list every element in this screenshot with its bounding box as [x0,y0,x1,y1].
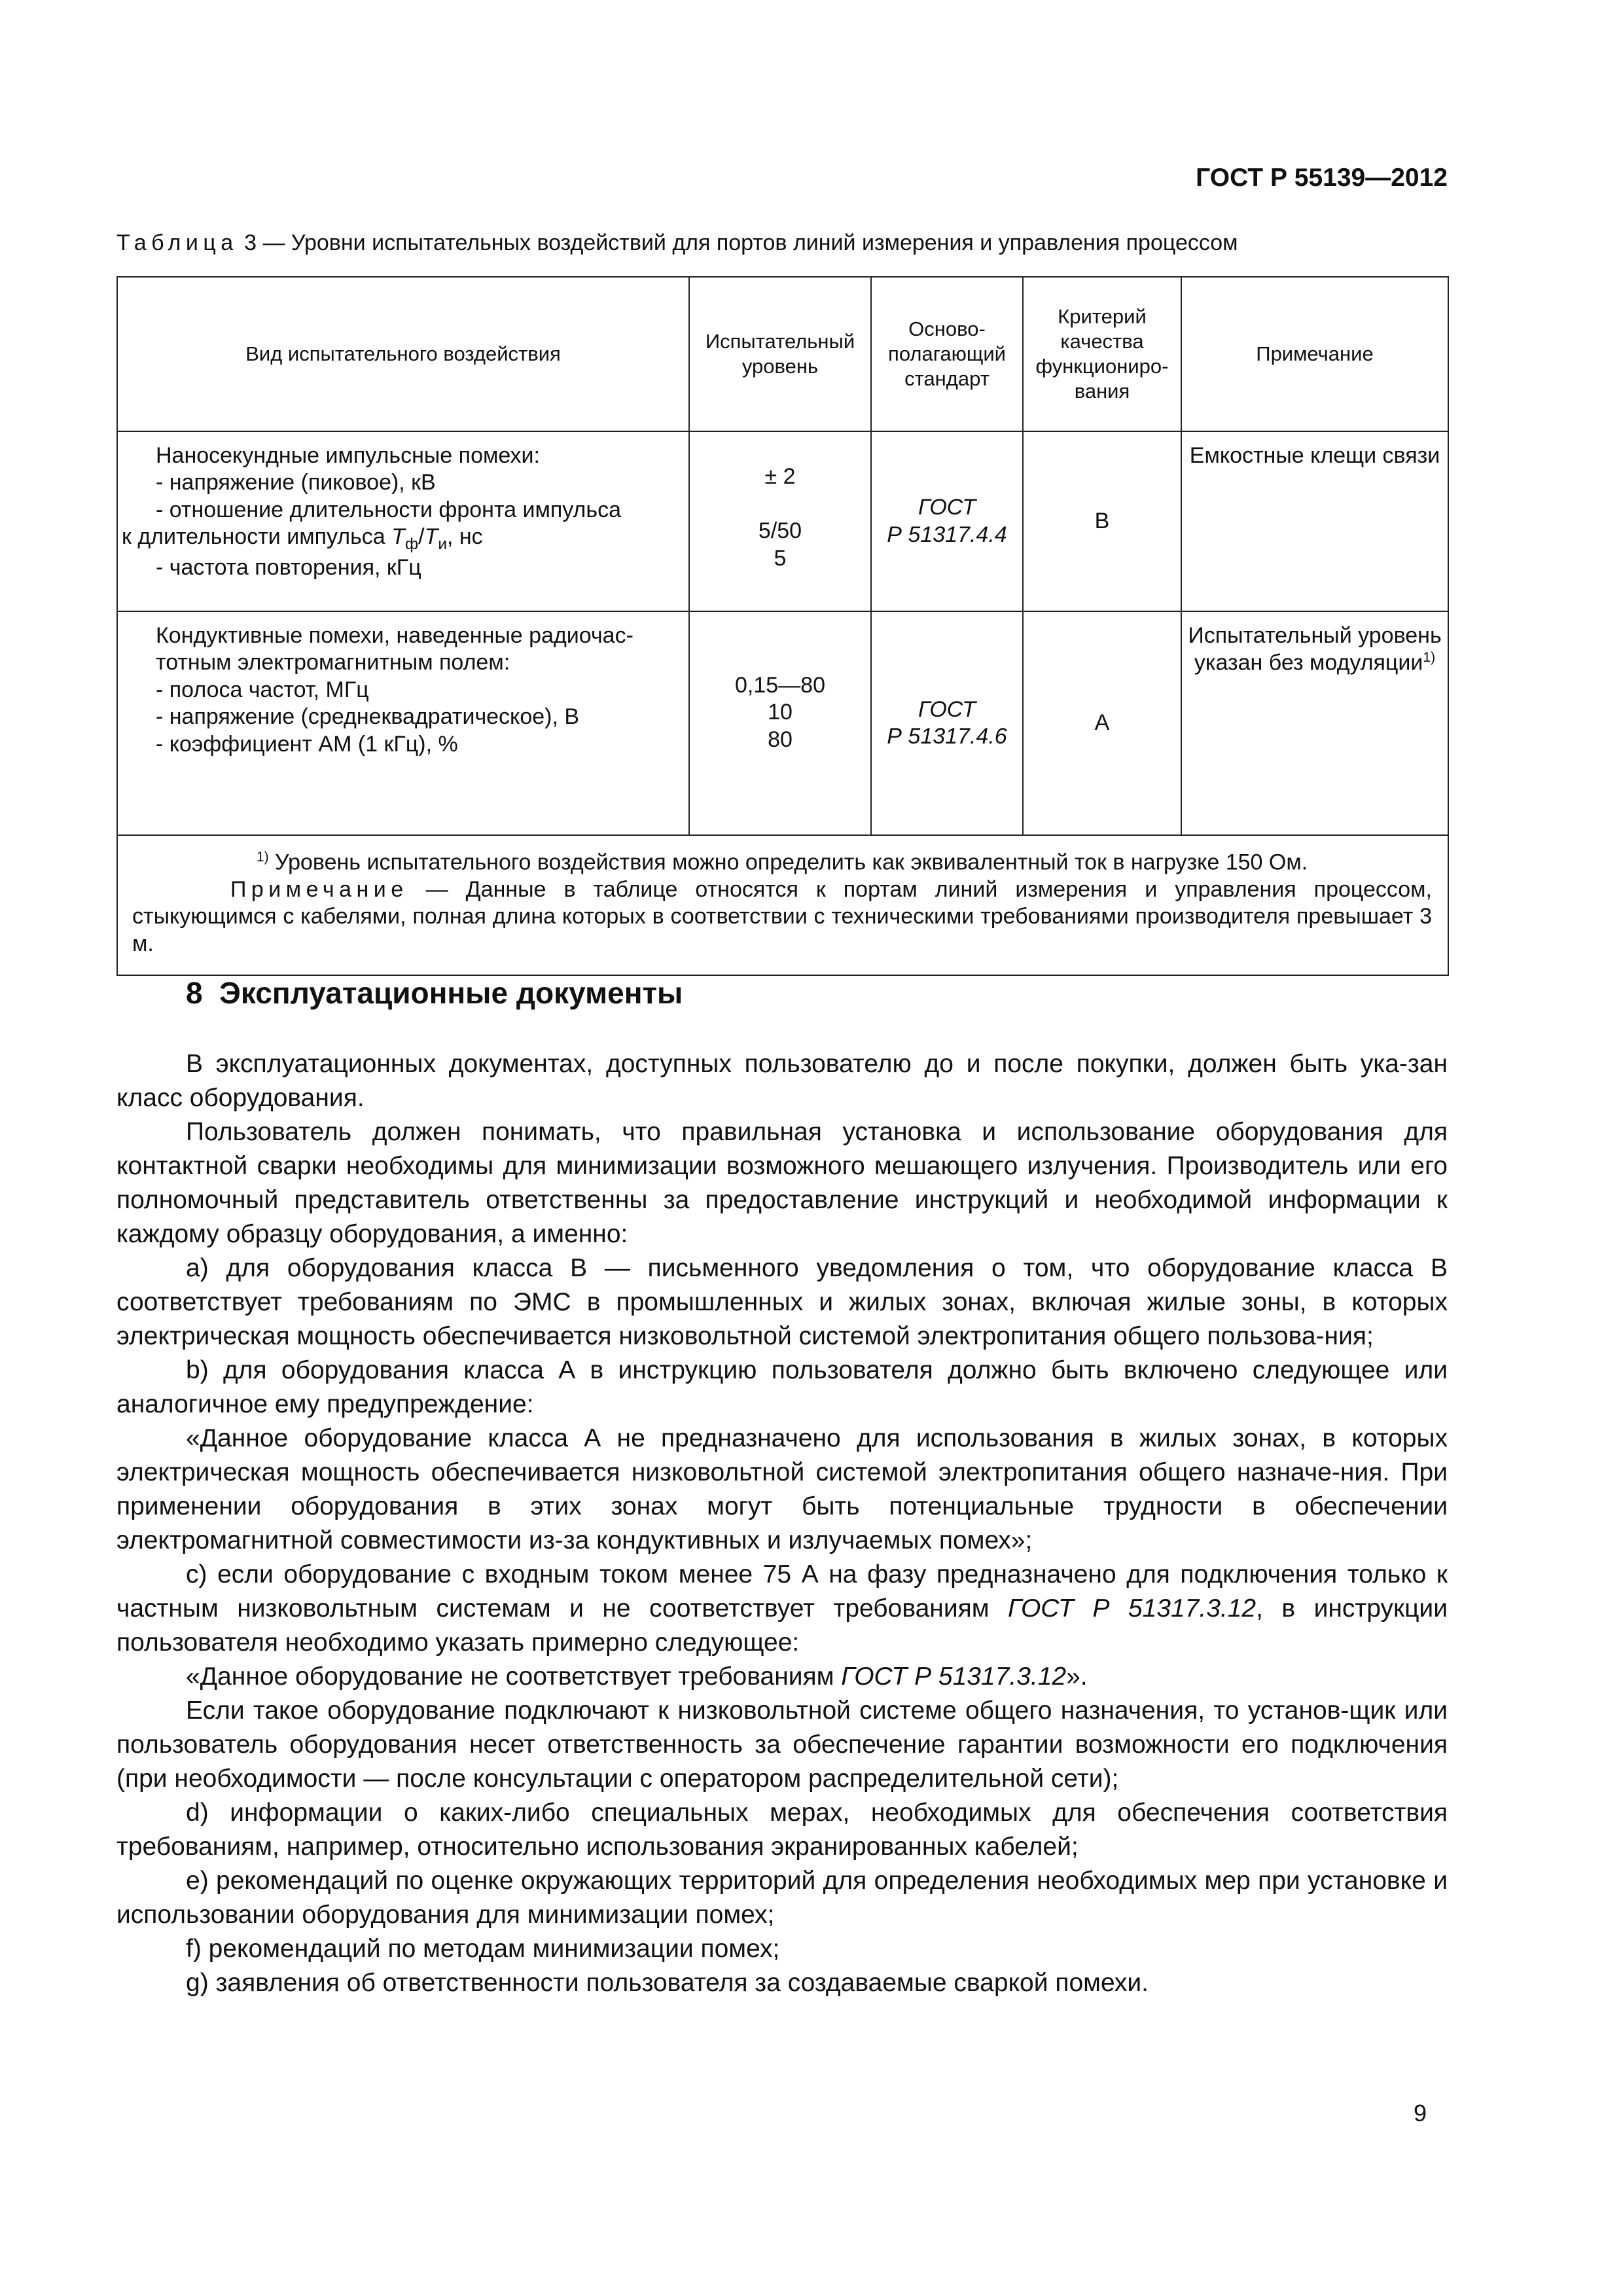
standard-line: ГОСТ [918,495,976,520]
row-line: - напряжение (среднеквадратическое), В [156,704,580,730]
paragraph: В эксплуатационных документах, доступных пользователю до и после покупки, должен быть ука-зан класс оборудования. [116,1050,1448,1112]
page-number: 9 [1414,2100,1427,2126]
standard-cell [871,431,1023,611]
row-line-text: к длительности импульса [122,524,392,550]
note-text: Испытательный уровень указан без модуляции [1188,623,1442,675]
column-header-criterion: Критерий качества функциониро-вания [1023,277,1181,431]
note-cell [1181,611,1448,835]
footnote-mark: 1) [256,850,269,865]
paragraph-text: с) если оборудование с входным током менее 75 А на фазу предназначено для подключения только к частным низковольтным системам и не соответствует требованиям [116,1560,1448,1623]
test-level-cell [689,611,871,835]
document-code-header: ГОСТ Р 55139—2012 [1196,164,1448,192]
symbol-sub: и [438,535,447,554]
row-title: Наносекундные импульсные помехи: [156,443,540,468]
level-value: 10 [768,700,793,725]
column-header-test-type: Вид испытательного воздействия [117,277,689,431]
paragraph: d) информации о каких-либо специальных мерах, необходимых для обеспечения соответствия требованиям, например, относительно использования экранированных кабелей; [116,1799,1448,1861]
level-value: 5 [774,545,787,571]
table-header-row [117,277,1448,431]
level-value: ± 2 [764,464,796,489]
column-header-test-level: Испытательный уровень [689,277,871,431]
note-word: Примечание [230,876,408,902]
test-type-cell [117,431,689,611]
column-header-note: Примечание [1181,277,1448,431]
level-value: 5/50 [758,518,802,544]
test-levels-table [116,276,1449,976]
table-caption [116,230,1438,256]
section-title: Эксплуатационные документы [219,976,683,1010]
standard-reference: ГОСТ Р 51317.3.12 [1008,1594,1257,1623]
paragraph: е) рекомендаций по оценке окружающих территорий для определения необходимых мер при установке и использовании оборудования для минимизации помех; [116,1867,1448,1929]
footnote [132,849,1432,876]
paragraph [116,1660,1448,1694]
table-footer-row [117,835,1448,975]
row-line-text: , нс [446,524,483,550]
row-line [122,524,685,554]
symbol-t: T [391,524,405,550]
standard-line: Р 51317.4.6 [887,724,1007,749]
column-header-standard: Осново-полагающий стандарт [871,277,1023,431]
table-note [132,876,1432,958]
paragraph: а) для оборудования класса В — письменного уведомления о том, что оборудование класса В соответствует требованиям по ЭМС в промышленных и жилых зонах, включая жилые зоны, в которых электрическая мощность обеспечивается низковольтной системой электропитания общего пользова-ния; [116,1254,1448,1350]
table-row [117,431,1448,611]
section-heading [186,975,683,1011]
symbol-slash: / [418,524,425,550]
note-text: — Данные в таблице относятся к портам линий измерения и управления процессом, стыкующимся с кабелями, полная длина которых в соответствии с техническими требованиями производителя превышает 3 м. [132,876,1432,956]
paragraph: Пользователь должен понимать, что правильная установка и использование оборудования для контактной сварки необходимы для минимизации возможного мешающего излучения. Производитель или его полномочный представитель ответственны за предоставление инструкций и необходимой информации к каждому образцу оборудования, а именно: [116,1118,1448,1248]
row-line: - коэффициент АМ (1 кГц), % [156,731,458,757]
row-line: - напряжение (пиковое), кВ [156,470,436,495]
table-caption-text: 3 — Уровни испытательных воздействий для портов линий измерения и управления процессом [238,230,1238,255]
row-line: - полоса частот, МГц [156,677,369,702]
symbol-t: T [424,524,438,550]
table-row [117,611,1448,835]
level-value: 0,15—80 [735,673,825,698]
row-title: Кондуктивные помехи, наведенные радиочас-тотным электромагнитным полем: [156,623,633,675]
section-number: 8 [186,976,203,1010]
paragraph-text: , в инструкции пользователя необходимо указать примерно следующее: [116,1594,1448,1657]
criterion-cell: A [1023,611,1181,835]
test-level-cell [689,431,871,611]
footnote-ref: 1) [1423,650,1436,666]
test-type-cell [117,611,689,835]
paragraph: «Данное оборудование класса А не предназначено для использования в жилых зонах, в которых электрическая мощность обеспечивается низковольтной системой электропитания общего назначе-ния. При применении оборудования в этих зонах могут быть потенциальные трудности в обеспечении электромагнитной совместимости из-за кондуктивных и излучаемых помех»; [116,1424,1448,1554]
note-cell: Емкостные клещи связи [1181,431,1448,611]
table-caption-word: Таблица [116,230,238,255]
section-body [116,1047,1448,2000]
symbol-sub: ф [404,535,419,554]
standard-line: Р 51317.4.4 [887,522,1007,547]
paragraph: f) рекомендаций по методам минимизации помех; [186,1935,780,1963]
paragraph: b) для оборудования класса А в инструкцию пользователя должно быть включено следующее или аналогичное ему предупреждение: [116,1356,1448,1418]
standard-cell [871,611,1023,835]
paragraph: Если такое оборудование подключают к низковольтной системе общего назначения, то установ-щик или пользователь оборудования несет ответственность за обеспечение гарантии возможности его подключения (при необходимости — после консультации с оператором распределительной сети); [116,1696,1448,1793]
level-value: 80 [768,726,793,752]
paragraph-text: «Данное оборудование не соответствует требованиям [186,1662,842,1691]
row-line: - частота повторения, кГц [156,555,421,581]
paragraph: g) заявления об ответственности пользователя за создаваемые сваркой помехи. [186,1969,1149,1997]
table-footnotes [117,835,1448,975]
footnote-text: Уровень испытательного воздействия можно определить как эквивалентный ток в нагрузке 150 Ом. [268,850,1308,875]
paragraph-text: ». [1066,1662,1088,1691]
criterion-cell: B [1023,431,1181,611]
paragraph [116,1558,1448,1660]
standard-line: ГОСТ [918,696,976,722]
row-line: - отношение длительности фронта импульса [156,497,621,522]
standard-reference: ГОСТ Р 51317.3.12 [841,1662,1067,1691]
